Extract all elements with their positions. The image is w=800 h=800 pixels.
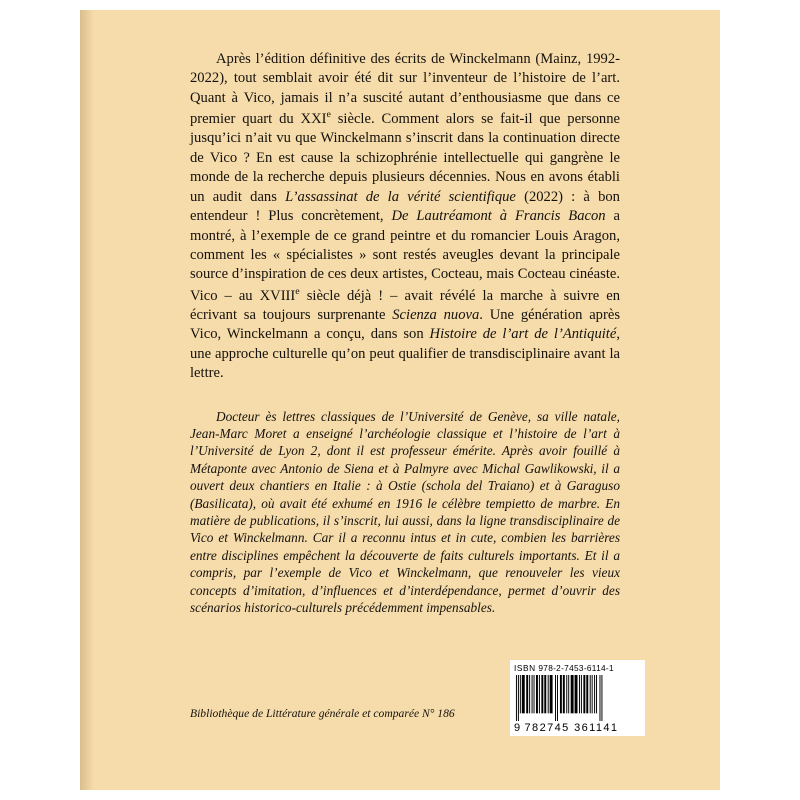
isbn-label: ISBN xyxy=(514,663,536,673)
isbn-line xyxy=(514,663,641,673)
blurb-paragraph: Après l’édition définitive des écrits de Winckelmann (Mainz, 1992-2022), tout semblait avoir été dit sur l’inventeur de l’histoire de l’art. Quant à Vico, jamais il n’a suscité autant d’enthousiasme que dans ce premier quart du XXIe siècle. Comment alors se fait-il que personne jusqu’ici n’ait vu que Winckelmann s’inscrit dans la continuation directe de Vico ? En est cause la schizophrénie intellectuelle qui gangrène le monde de la recherche depuis plusieurs décennies. Nous en avons établi un audit dans L’assassinat de la vérité scientifique (2022) : à bon entendeur ! Plus concrètement, De Lautréamont à Francis Bacon a montré, à l’exemple de ce grand peintre et du romancier Louis Aragon, comment les « spécialistes » sont restés aveugles devant la principale source d’inspiration de ces deux artistes, Cocteau, mais Cocteau cinéaste. Vico – au XVIIIe siècle déjà ! – avait révélé la marche à suivre en écrivant sa toujours surprenante Scienza nuova. Une génération après Vico, Winckelmann a conçu, dans son Histoire de l’art de l’Antiquité, une approche culturelle qu’on peut qualifier de transdisciplinaire avant la lettre. xyxy=(190,51,620,382)
paragraph-spacer xyxy=(190,384,620,408)
series-line: Bibliothèque de Littérature générale et comparée N° 186 xyxy=(190,707,455,720)
author-bio-paragraph: Docteur ès lettres classiques de l’Université de Genève, sa ville natale, Jean-Marc Moret a enseigné l’archéologie classique et l’histoire de l’art à l’Université de Lyon 2, dont il est professeur émérite. Après avoir fouillé à Métaponte avec Antonio de Siena et à Palmyre avec Michal Gawlikowski, il a ouvert deux chantiers en Italie : à Ostie (schola del Traiano) et à Garaguso (Basilicata), où avait été exhumé en 1916 le célèbre tempietto de marbre. En matière de publications, il s’inscrit, lui aussi, dans la ligne transdisciplinaire de Vico et Winckelmann. Car il a reconnu intus et in cute, combien les barrières entre disciplines empêchent la découverte de faits culturels importants. Et il a compris, par l’exemple de Vico et Winckelmann, que renouveler les vieux concepts d’imitation, d’influences et d’interdépendance, permet d’ouvrir des scénarios historico-culturels précédemment impensables. xyxy=(190,408,620,616)
back-cover-page xyxy=(80,10,720,790)
barcode-digits xyxy=(514,722,641,734)
barcode-bars-icon xyxy=(514,675,641,721)
barcode-block xyxy=(510,660,645,736)
isbn-value: 978-2-7453-6114-1 xyxy=(538,663,614,673)
barcode-digits-rest: 782745 361141 xyxy=(524,722,619,734)
cover-text-block xyxy=(190,50,620,617)
barcode-digit-first: 9 xyxy=(514,722,522,734)
